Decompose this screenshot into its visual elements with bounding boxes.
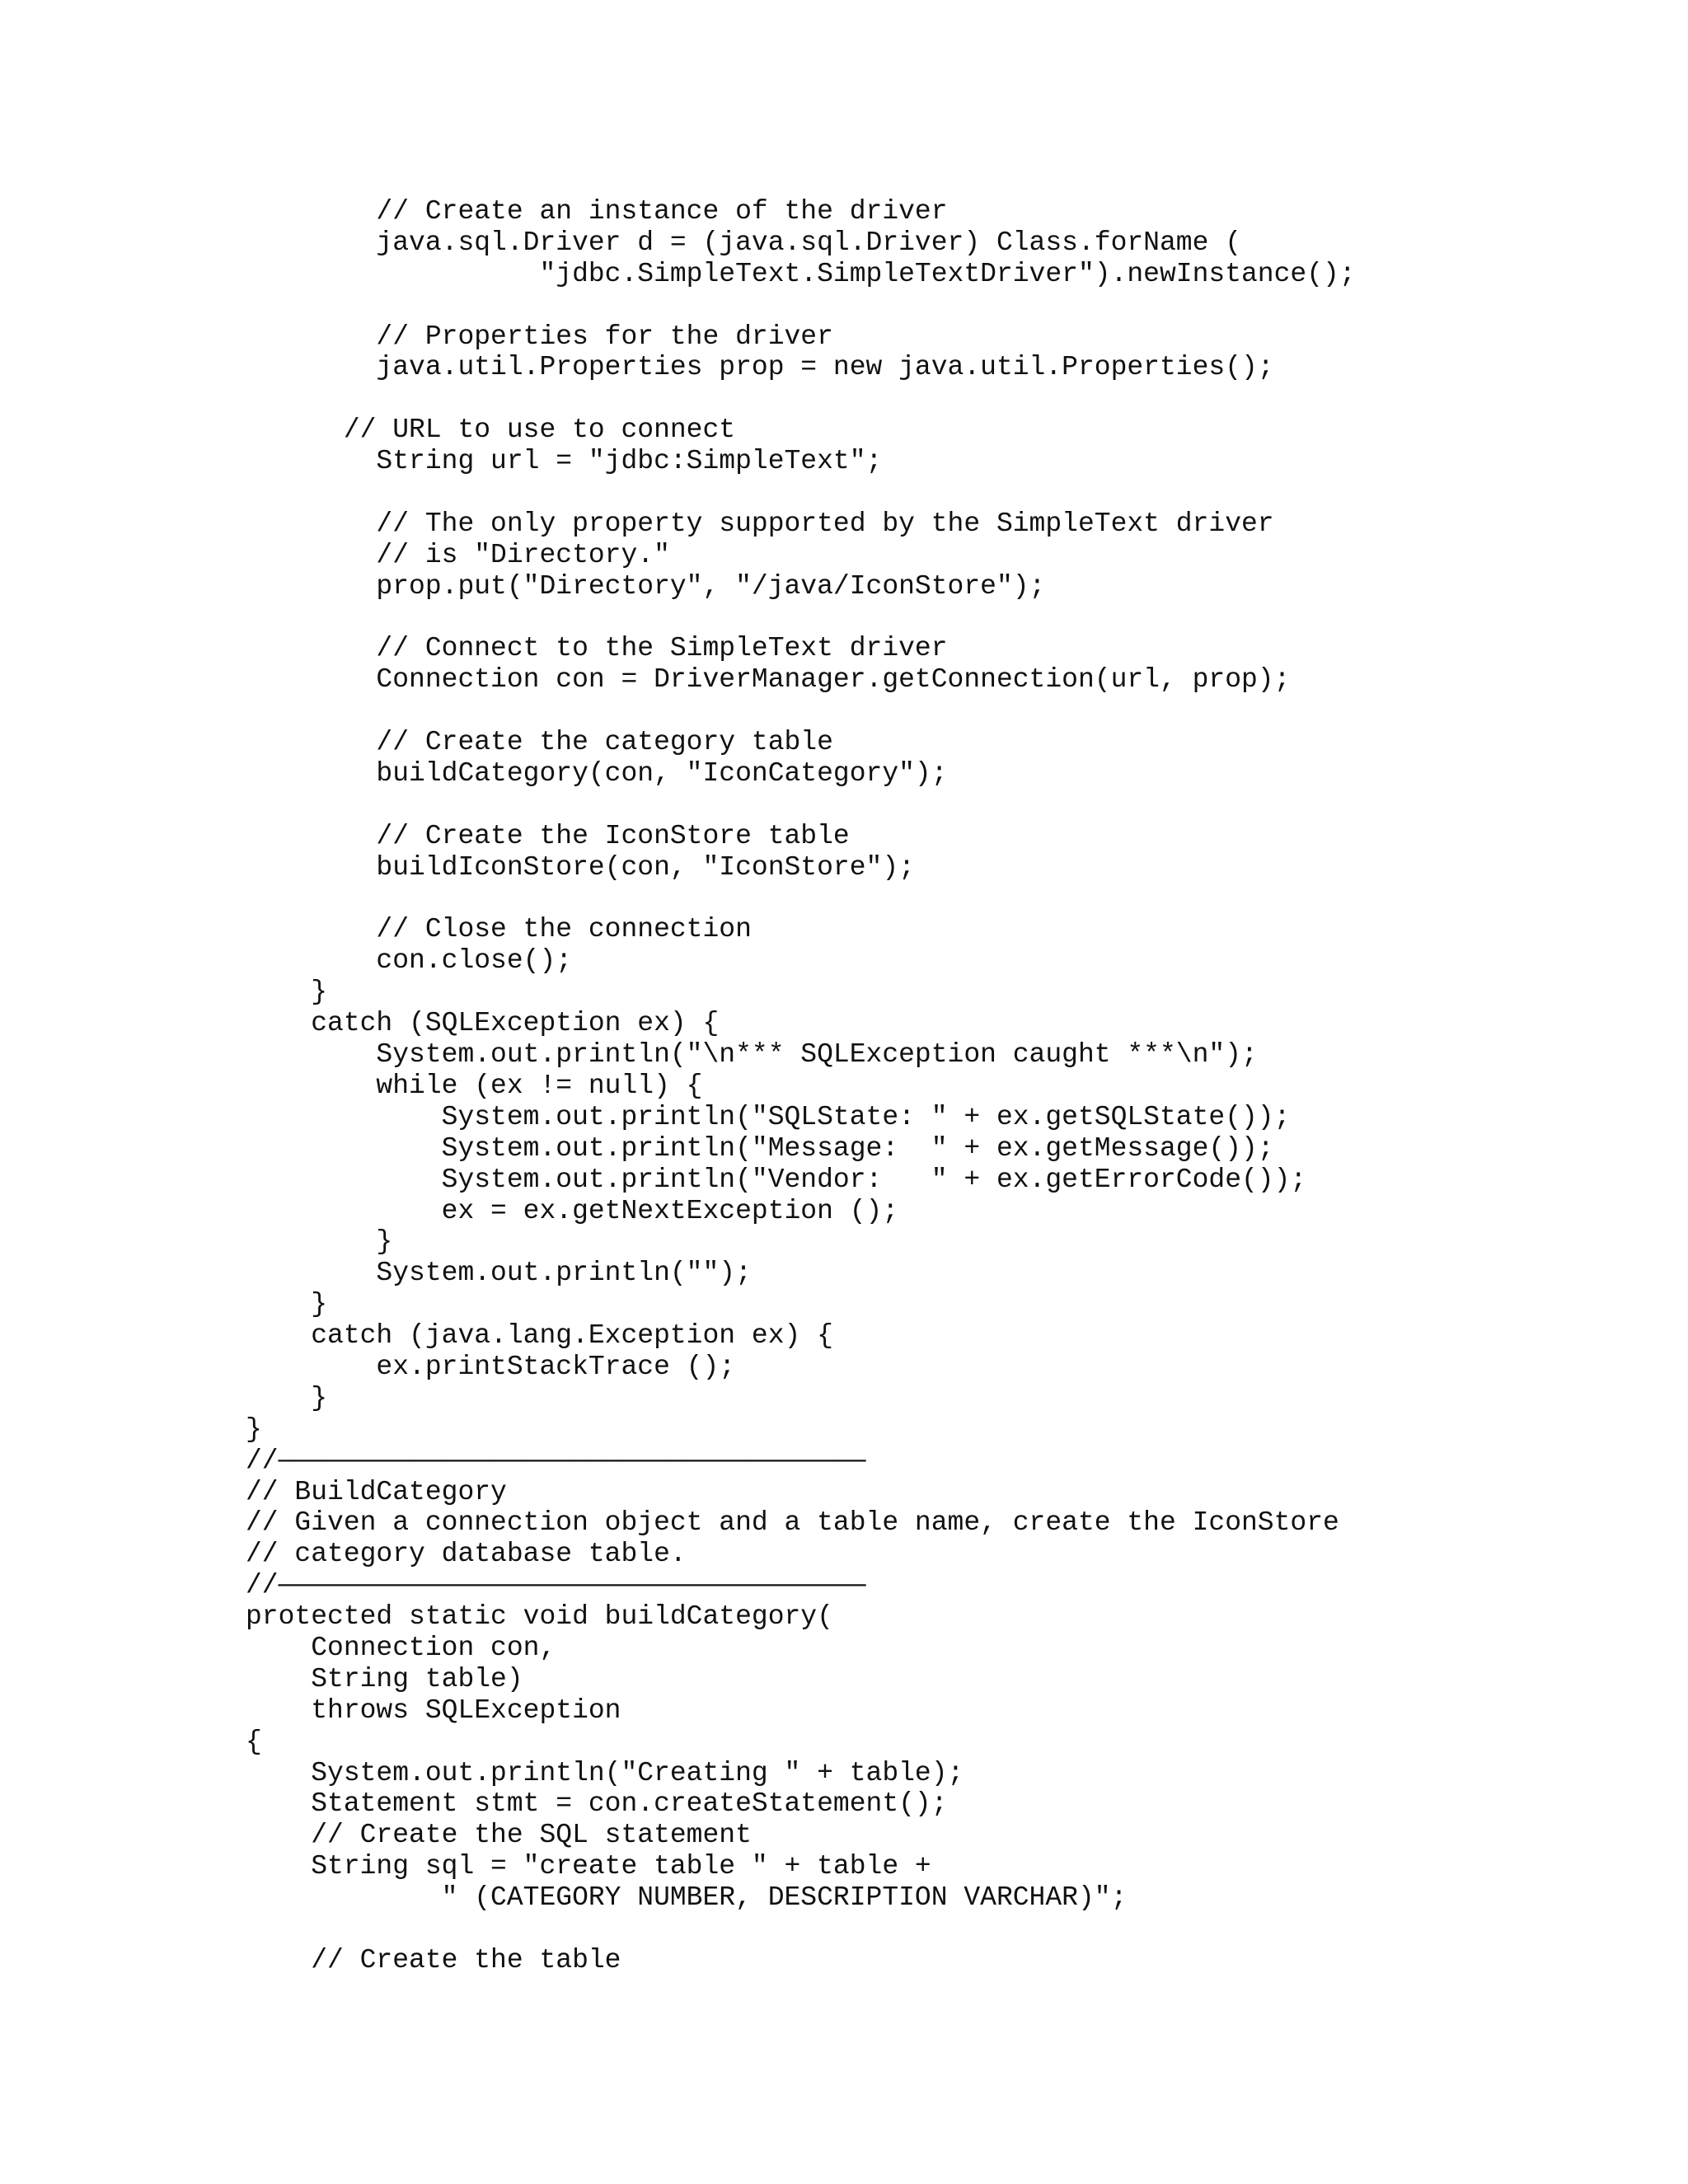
code-line: } (246, 977, 328, 1008)
code-line: // Create the IconStore table (246, 820, 850, 851)
code-line: System.out.println("\n*** SQLException caught ***\n"); (246, 1039, 1258, 1071)
code-line: buildIconStore(con, "IconStore"); (246, 851, 915, 883)
code-line (246, 290, 1647, 321)
code-line: throws SQLException (246, 1694, 621, 1726)
code-line: Connection con, (246, 1632, 556, 1663)
code-line: Connection con = DriverManager.getConnection(url, prop); (246, 664, 1291, 696)
code-line: ex = ex.getNextException (); (246, 1195, 899, 1226)
code-line: // URL to use to connect (246, 415, 736, 446)
code-line: String sql = "create table " + table + (246, 1851, 931, 1882)
code-line: { (246, 1726, 262, 1757)
code-line: prop.put("Directory", "/java/IconStore"); (246, 570, 1046, 602)
code-line (246, 696, 1647, 727)
code-line: ex.printStackTrace (); (246, 1351, 736, 1382)
code-line: con.close(); (246, 945, 573, 977)
code-line: buildCategory(con, "IconCategory"); (246, 758, 948, 790)
code-line: // Given a connection object and a table name, create the IconStore (246, 1507, 1339, 1539)
code-line: } (246, 1413, 262, 1445)
code-listing (246, 196, 1647, 1976)
code-line: // Properties for the driver (246, 321, 833, 352)
code-line: System.out.println("Creating " + table); (246, 1757, 964, 1788)
code-line: java.sql.Driver d = (java.sql.Driver) Class.forName ( (246, 227, 1241, 258)
code-line (246, 602, 1647, 634)
code-line (246, 1914, 1647, 1945)
code-line: //———————————————————————————————————— (246, 1570, 866, 1601)
code-line: System.out.println("SQLState: " + ex.getSQLState()); (246, 1101, 1291, 1132)
code-line: while (ex != null) { (246, 1070, 703, 1101)
code-line: // Create the category table (246, 727, 833, 758)
code-line: java.util.Properties prop = new java.util.Properties(); (246, 352, 1274, 383)
code-line: // BuildCategory (246, 1476, 507, 1507)
code-line: // is "Directory." (246, 539, 670, 570)
code-line: "jdbc.SimpleText.SimpleTextDriver").newInstance(); (246, 258, 1356, 289)
code-line: System.out.println(""); (246, 1258, 752, 1289)
code-line: } (246, 1226, 393, 1258)
code-line: // Create the table (246, 1944, 621, 1975)
code-line: System.out.println("Message: " + ex.getMessage()); (246, 1132, 1274, 1164)
code-line: String url = "jdbc:SimpleText"; (246, 446, 883, 477)
code-line: Statement stmt = con.createStatement(); (246, 1788, 948, 1820)
code-line (246, 383, 1647, 415)
code-line: // Create the SQL statement (246, 1820, 752, 1851)
code-line: System.out.println("Vendor: " + ex.getErrorCode()); (246, 1164, 1307, 1195)
code-line: catch (SQLException ex) { (246, 1008, 720, 1039)
code-line: // Create an instance of the driver (246, 196, 948, 227)
code-line: //———————————————————————————————————— (246, 1445, 866, 1476)
code-line: // category database table. (246, 1539, 687, 1570)
code-line (246, 883, 1647, 915)
code-line: // Connect to the SimpleText driver (246, 633, 948, 664)
code-line: // Close the connection (246, 914, 752, 945)
code-line: // The only property supported by the SimpleText driver (246, 508, 1274, 539)
code-line: protected static void buildCategory( (246, 1601, 833, 1633)
code-line (246, 790, 1647, 821)
code-line: " (CATEGORY NUMBER, DESCRIPTION VARCHAR)"; (246, 1882, 1128, 1914)
code-line: } (246, 1289, 328, 1320)
code-line (246, 477, 1647, 509)
code-line: catch (java.lang.Exception ex) { (246, 1320, 833, 1352)
code-line: String table) (246, 1663, 523, 1694)
code-line: } (246, 1382, 328, 1413)
